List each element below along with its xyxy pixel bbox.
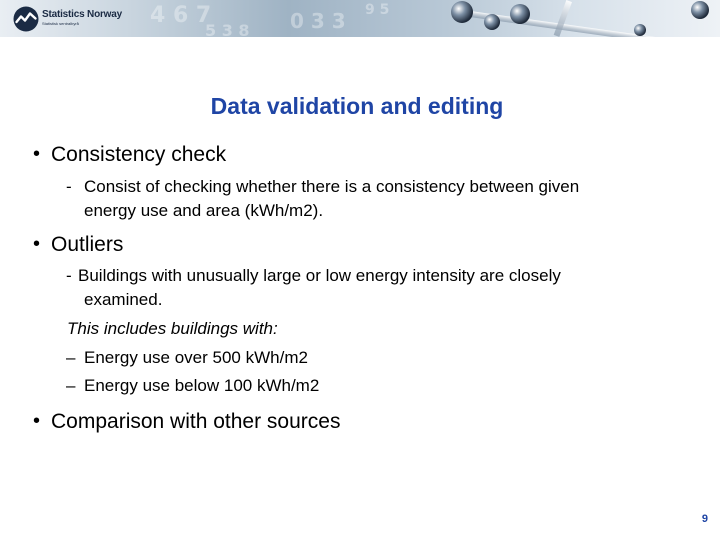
list-item-text: Energy use over 500 kWh/m2 — [84, 348, 308, 367]
statistics-norway-logo-icon — [13, 6, 39, 32]
header-banner — [0, 0, 720, 37]
sub-item-text: Consist of checking whether there is a consistency between given — [84, 177, 580, 196]
svg-text:9 5: 9 5 — [365, 2, 390, 18]
sub-item-text: examined. — [84, 290, 163, 309]
bullet-dot-icon: • — [33, 143, 41, 165]
dash-marker: – — [66, 376, 76, 395]
svg-text:5 3 8: 5 3 8 — [205, 21, 250, 37]
svg-text:0 3 3: 0 3 3 — [290, 9, 346, 33]
dash-marker: - — [66, 266, 72, 285]
list-item-text: Energy use below 100 kWh/m2 — [84, 376, 320, 395]
bullet-dot-icon: • — [33, 233, 41, 255]
bullet-label: Consistency check — [51, 143, 227, 166]
note-text: This includes buildings with: — [67, 319, 278, 338]
logo[interactable] — [13, 6, 122, 32]
logo-name: Statistics Norway — [42, 9, 122, 20]
dash-marker: - — [66, 177, 72, 196]
logo-subtitle: Statistisk sentralbyrå — [42, 21, 79, 26]
bullet-label: Outliers — [51, 233, 124, 256]
dash-marker: – — [66, 348, 76, 367]
sub-item-text: Buildings with unusually large or low energy intensity are closely — [78, 266, 561, 285]
sub-item-text: energy use and area (kWh/m2). — [84, 201, 324, 220]
svg-text:4 6 7: 4 6 7 — [150, 3, 212, 28]
bullet-label: Comparison with other sources — [51, 410, 341, 433]
slide-title: Data validation and editing — [210, 93, 504, 119]
bullet-dot-icon: • — [33, 410, 41, 432]
page-number: 9 — [701, 513, 708, 525]
